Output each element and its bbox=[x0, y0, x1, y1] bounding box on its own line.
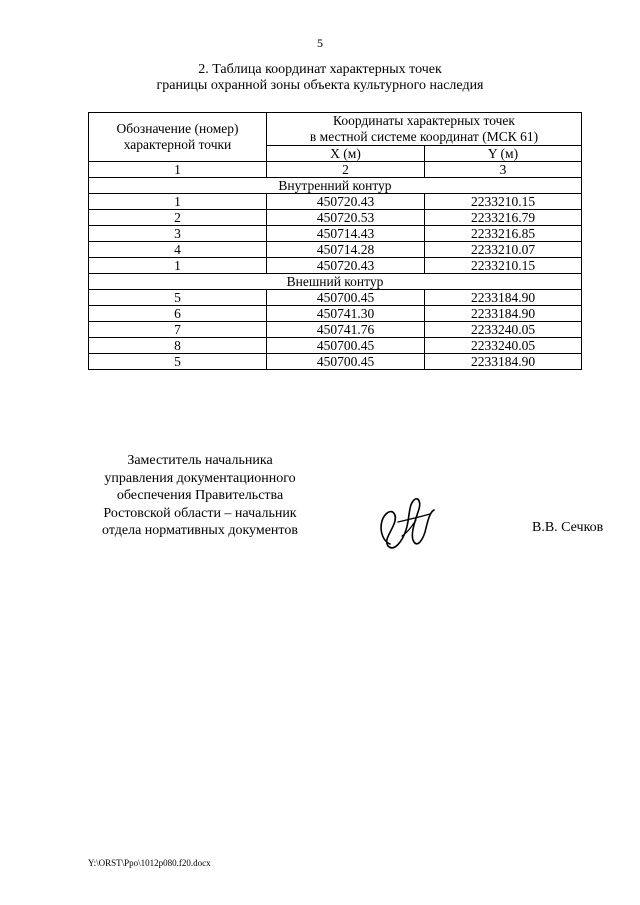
x-coordinate-cell: 450700.45 bbox=[267, 354, 425, 370]
header-coordinates bbox=[267, 113, 582, 146]
table-row bbox=[89, 242, 582, 258]
y-coordinate-cell: 2233216.85 bbox=[425, 226, 582, 242]
coordinates-table bbox=[88, 112, 582, 370]
x-coordinate-cell: 450741.30 bbox=[267, 306, 425, 322]
y-coordinate-cell: 2233184.90 bbox=[425, 290, 582, 306]
column-number-row bbox=[89, 162, 582, 178]
point-number-cell: 8 bbox=[89, 338, 267, 354]
point-number-cell: 4 bbox=[89, 242, 267, 258]
signature-line: Ростовской области – начальник bbox=[103, 505, 297, 521]
table-row bbox=[89, 194, 582, 210]
handwritten-signature bbox=[372, 492, 442, 554]
section-title-row bbox=[89, 274, 582, 290]
header-designation-line2: характерной точки bbox=[123, 137, 232, 152]
header-coordinates-line2: в местной системе координат (МСК 61) bbox=[309, 129, 539, 144]
y-coordinate-cell: 2233240.05 bbox=[425, 338, 582, 354]
y-coordinate-cell: 2233210.15 bbox=[425, 194, 582, 210]
header-designation bbox=[89, 113, 267, 162]
point-number-cell: 2 bbox=[89, 210, 267, 226]
table-title bbox=[0, 62, 640, 94]
y-coordinate-cell: 2233240.05 bbox=[425, 322, 582, 338]
header-designation-line1: Обозначение (номер) bbox=[116, 121, 239, 136]
x-coordinate-cell: 450700.45 bbox=[267, 338, 425, 354]
point-number-cell: 1 bbox=[89, 258, 267, 274]
x-coordinate-cell: 450720.43 bbox=[267, 194, 425, 210]
point-number-cell: 1 bbox=[89, 194, 267, 210]
column-number-cell: 1 bbox=[89, 162, 267, 178]
header-x: X (м) bbox=[267, 146, 425, 162]
table-title-line1: 2. Таблица координат характерных точек bbox=[198, 62, 442, 77]
section-title: Внутренний контур bbox=[89, 178, 582, 194]
x-coordinate-cell: 450714.43 bbox=[267, 226, 425, 242]
table-title-line2: границы охранной зоны объекта культурного наследия bbox=[156, 78, 484, 93]
section-title-row bbox=[89, 178, 582, 194]
signature-line: управления документационного bbox=[104, 470, 296, 486]
header-coordinates-line1: Координаты характерных точек bbox=[333, 113, 515, 128]
y-coordinate-cell: 2233184.90 bbox=[425, 306, 582, 322]
table-row bbox=[89, 338, 582, 354]
signer-name: В.В. Сечков bbox=[532, 520, 604, 535]
table-row bbox=[89, 354, 582, 370]
signature-line: отдела нормативных документов bbox=[102, 523, 298, 538]
x-coordinate-cell: 450741.76 bbox=[267, 322, 425, 338]
table-row bbox=[89, 306, 582, 322]
table-row bbox=[89, 290, 582, 306]
y-coordinate-cell: 2233210.15 bbox=[425, 258, 582, 274]
table-row bbox=[89, 322, 582, 338]
x-coordinate-cell: 450714.28 bbox=[267, 242, 425, 258]
y-coordinate-cell: 2233216.79 bbox=[425, 210, 582, 226]
section-title: Внешний контур bbox=[89, 274, 582, 290]
x-coordinate-cell: 450720.43 bbox=[267, 258, 425, 274]
signature-line: обеспечения Правительства bbox=[116, 488, 284, 503]
point-number-cell: 7 bbox=[89, 322, 267, 338]
column-number-cell: 3 bbox=[425, 162, 582, 178]
x-coordinate-cell: 450720.53 bbox=[267, 210, 425, 226]
signature-line: Заместитель начальника bbox=[127, 453, 273, 468]
page-number: 5 bbox=[317, 36, 323, 50]
point-number-cell: 6 bbox=[89, 306, 267, 322]
x-coordinate-cell: 450700.45 bbox=[267, 290, 425, 306]
column-number-cell: 2 bbox=[267, 162, 425, 178]
table-row bbox=[89, 226, 582, 242]
point-number-cell: 5 bbox=[89, 354, 267, 370]
footer-file-path: Y:\ORST\Ppo\1012p080.f20.docx bbox=[88, 858, 211, 868]
table-row bbox=[89, 258, 582, 274]
table-row bbox=[89, 210, 582, 226]
y-coordinate-cell: 2233184.90 bbox=[425, 354, 582, 370]
y-coordinate-cell: 2233210.07 bbox=[425, 242, 582, 258]
point-number-cell: 3 bbox=[89, 226, 267, 242]
table-header-row bbox=[89, 113, 582, 146]
signature-block bbox=[90, 452, 310, 540]
header-y: Y (м) bbox=[425, 146, 582, 162]
point-number-cell: 5 bbox=[89, 290, 267, 306]
